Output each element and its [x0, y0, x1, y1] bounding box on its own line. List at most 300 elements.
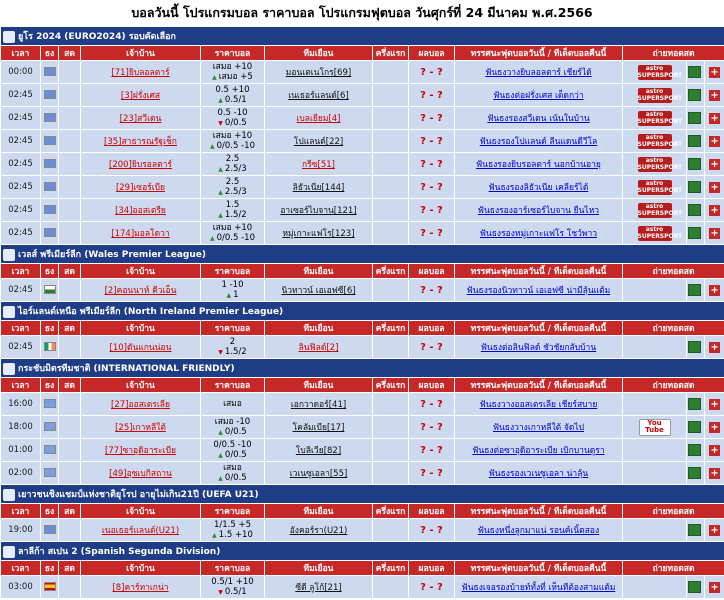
home-team-link[interactable]: [35]สาธารณรัฐเช็ก [104, 137, 177, 147]
astro-supersport-icon[interactable]: astro SUPERSPORT [637, 225, 683, 240]
away-team[interactable] [265, 61, 373, 84]
half-time [373, 416, 409, 439]
column-header-cell: ครึ่งแรก [373, 561, 409, 576]
flag-icon [44, 228, 56, 237]
home-team-link[interactable]: [27]ออสเตรเลีย [111, 400, 170, 410]
away-team-link[interactable]: ลิธัวเนีย[144] [292, 183, 345, 193]
add-plus-icon[interactable]: + [710, 181, 719, 193]
home-team-link[interactable]: เนอเธอร์แลนด์(U21) [101, 526, 180, 536]
home-team[interactable] [81, 336, 201, 359]
flag-cell [41, 222, 59, 245]
column-header-cell: ผลบอล [409, 504, 455, 519]
league-header [1, 245, 724, 264]
stats-table-icon[interactable] [688, 444, 701, 456]
home-team[interactable] [81, 107, 201, 130]
column-header-cell: ทรรศนะฟุตบอลวันนี้ / ทีเด็ดบอลคืนนี้ [455, 264, 623, 279]
odds [201, 336, 265, 359]
column-header [1, 321, 724, 336]
add-plus-icon[interactable]: + [710, 204, 719, 216]
home-team-link[interactable]: [77]ซาอุดิอาระเบีย [105, 446, 176, 456]
away-team[interactable] [265, 199, 373, 222]
column-header-cell: ทีมเยือน [265, 46, 373, 61]
add-plus-icon[interactable]: + [710, 227, 719, 239]
full-time-score: ? - ? [409, 222, 455, 245]
prediction-link[interactable]: ฟันธงรองลิธัวเนีย เคลียร์ได้ [455, 176, 623, 199]
live-cell [59, 336, 81, 359]
prediction-link[interactable]: ฟันธงรองยิบรอลตาร์ นอกบ้านอายุ [455, 153, 623, 176]
match-row [1, 576, 724, 599]
column-header-cell: ทีมเยือน [265, 561, 373, 576]
flag-cell [41, 462, 59, 485]
away-team-link[interactable]: เบลเยียม[4] [296, 114, 341, 124]
add-plus-icon[interactable]: + [710, 89, 719, 101]
home-team[interactable] [81, 153, 201, 176]
flag-icon [44, 422, 56, 431]
stats-table-icon[interactable] [688, 421, 701, 433]
astro-supersport-icon[interactable]: astro SUPERSPORT [637, 110, 683, 125]
league-title [1, 359, 724, 378]
home-team-link[interactable]: [8]คาร์ทาเกน่า [112, 583, 169, 593]
add-cell [705, 576, 724, 599]
live-cell [59, 84, 81, 107]
kickoff-time: 19:00 [1, 519, 41, 542]
home-team[interactable] [81, 176, 201, 199]
kickoff-time: 02:45 [1, 84, 41, 107]
column-header-cell: เจ้าบ้าน [81, 378, 201, 393]
column-header-cell: เวลา [1, 46, 41, 61]
friendly-logo [3, 363, 15, 375]
column-header-cell: ทีมเยือน [265, 504, 373, 519]
stats-cell [687, 576, 705, 599]
prediction-link[interactable]: ฟันธงรองสวีเดน เน้นในบ้าน [455, 107, 623, 130]
stats-table-icon[interactable] [688, 204, 701, 216]
column-header-cell: ครึ่งแรก [373, 46, 409, 61]
live-cell [59, 153, 81, 176]
home-team[interactable] [81, 439, 201, 462]
astro-supersport-icon[interactable]: astro SUPERSPORT [637, 156, 683, 171]
match-row [1, 84, 724, 107]
home-team[interactable] [81, 416, 201, 439]
kickoff-time: 02:45 [1, 153, 41, 176]
add-cell [705, 279, 724, 302]
full-time-score: ? - ? [409, 416, 455, 439]
odds-line-2: ▲ 0/0.5 -10 [201, 233, 264, 244]
home-team-link[interactable]: [25]เกาหลีใต้ [115, 423, 166, 433]
stats-cell [687, 336, 705, 359]
home-team[interactable] [81, 199, 201, 222]
kickoff-time: 00:00 [1, 61, 41, 84]
add-plus-icon[interactable]: + [710, 524, 719, 536]
kickoff-time: 02:45 [1, 130, 41, 153]
broadcast [623, 336, 687, 359]
home-team[interactable] [81, 279, 201, 302]
column-header-cell: ธง [41, 378, 59, 393]
astro-supersport-icon[interactable]: astro SUPERSPORT [637, 133, 683, 148]
league-name: เวลส์ พรีเมียร์ลีก (Wales Premier League) [18, 250, 206, 260]
add-plus-icon[interactable]: + [710, 341, 719, 353]
league-title [1, 245, 724, 264]
full-time-score: ? - ? [409, 84, 455, 107]
kickoff-time: 02:45 [1, 222, 41, 245]
column-header-cell: เวลา [1, 504, 41, 519]
euro-logo [3, 31, 15, 43]
add-cell [705, 176, 724, 199]
add-cell [705, 61, 724, 84]
column-header-cell: ธง [41, 46, 59, 61]
kickoff-time: 02:00 [1, 462, 41, 485]
odds-line-1: เสมอ [223, 399, 242, 409]
away-team[interactable] [265, 519, 373, 542]
stats-table-icon[interactable] [688, 66, 701, 78]
odds-line-1: 1.5 [225, 199, 240, 210]
odds-line-1: 0/0.5 -10 [213, 439, 252, 450]
prediction-link[interactable]: ฟันธงรองอาร์เซอร์ไบจาน ยืนไหว [455, 199, 623, 222]
away-team-link[interactable]: โปแลนด์[22] [293, 137, 344, 147]
league-title [1, 485, 724, 504]
league-header [1, 485, 724, 504]
stats-table-icon[interactable] [688, 524, 701, 536]
add-cell [705, 130, 724, 153]
column-header-cell: ทรรศนะฟุตบอลวันนี้ / ทีเด็ดบอลคืนนี้ [455, 561, 623, 576]
flag-icon [44, 113, 56, 122]
flag-icon [44, 582, 56, 591]
odds-line-2: ▼ 1.5/2 [201, 347, 264, 358]
stats-table-icon[interactable] [688, 89, 701, 101]
prediction-link[interactable]: ฟันธงหนึ่งลูกมาแน่ รอนค์เนิ้ตสอง [455, 519, 623, 542]
away-team-link[interactable]: ลินฟิลด์[2] [298, 343, 339, 353]
stats-cell [687, 61, 705, 84]
kickoff-time: 02:45 [1, 336, 41, 359]
home-team[interactable] [81, 576, 201, 599]
column-header-cell: ถ่ายทอดสด [623, 264, 724, 279]
match-row [1, 107, 724, 130]
column-header-cell: ถ่ายทอดสด [623, 321, 724, 336]
away-team[interactable] [265, 107, 373, 130]
odds [201, 576, 265, 599]
column-header-cell: ผลบอล [409, 46, 455, 61]
odds-line-2: ▲ 0.5/1 [201, 95, 264, 106]
column-header-cell: ครึ่งแรก [373, 321, 409, 336]
add-plus-icon[interactable]: + [710, 421, 719, 433]
away-team[interactable] [265, 393, 373, 416]
add-plus-icon[interactable]: + [710, 158, 719, 170]
stats-table-icon[interactable] [688, 227, 701, 239]
match-row [1, 199, 724, 222]
home-team-link[interactable]: [49]อุซเบกิสถาน [109, 469, 172, 479]
column-header-cell: ธง [41, 321, 59, 336]
broadcast [623, 279, 687, 302]
away-team[interactable] [265, 176, 373, 199]
broadcast [623, 84, 687, 107]
column-header-cell: ถ่ายทอดสด [623, 561, 724, 576]
stats-cell [687, 107, 705, 130]
stats-table-icon[interactable] [688, 398, 701, 410]
stats-cell [687, 222, 705, 245]
home-team-link[interactable]: [3]ฝรั่งเศส [120, 91, 161, 101]
away-team-link[interactable]: กรีซ[51] [302, 160, 335, 170]
live-cell [59, 439, 81, 462]
column-header-cell: ทรรศนะฟุตบอลวันนี้ / ทีเด็ดบอลคืนนี้ [455, 504, 623, 519]
flag-icon [44, 205, 56, 214]
full-time-score: ? - ? [409, 336, 455, 359]
add-plus-icon[interactable]: + [710, 398, 719, 410]
column-header-cell: เวลา [1, 321, 41, 336]
add-cell [705, 393, 724, 416]
home-team[interactable] [81, 84, 201, 107]
column-header [1, 561, 724, 576]
away-team-link[interactable]: ซีดี ลูโก้[21] [295, 583, 342, 593]
add-plus-icon[interactable]: + [710, 467, 719, 479]
home-team-link[interactable]: [2]คอนนาห์ คีวเอ็น [104, 286, 177, 296]
flag-cell [41, 519, 59, 542]
column-header-cell: ธง [41, 264, 59, 279]
column-header [1, 378, 724, 393]
away-team[interactable] [265, 222, 373, 245]
odds-line-2: ▲ 0/0.5 [201, 450, 264, 461]
flag-icon [44, 525, 56, 534]
stats-table-icon[interactable] [688, 135, 701, 147]
broadcast [623, 176, 687, 199]
away-team-link[interactable]: เนเธอร์แลนด์[6] [288, 91, 349, 101]
away-team[interactable] [265, 416, 373, 439]
column-header-cell: สด [59, 561, 81, 576]
prediction-link[interactable]: ฟันธงวางออสเตรเลีย เชียร์สบาย [455, 393, 623, 416]
away-team[interactable] [265, 439, 373, 462]
live-cell [59, 176, 81, 199]
away-team[interactable] [265, 462, 373, 485]
youtube-icon[interactable]: You Tube [639, 419, 671, 436]
stats-cell [687, 393, 705, 416]
column-header-cell: เวลา [1, 561, 41, 576]
column-header-cell: ครึ่งแรก [373, 504, 409, 519]
league-header [1, 359, 724, 378]
half-time [373, 153, 409, 176]
column-header-cell: ผลบอล [409, 378, 455, 393]
home-team[interactable] [81, 61, 201, 84]
odds-line-2: ▲ 2.5/3 [201, 164, 264, 175]
column-header-cell: เจ้าบ้าน [81, 321, 201, 336]
away-team[interactable] [265, 336, 373, 359]
prediction-link[interactable]: ฟันธงต่อซาอุดิอาระเบีย เบิกบานดูรา [455, 439, 623, 462]
column-header-cell: เจ้าบ้าน [81, 264, 201, 279]
odds-line-1: 2.5 [225, 176, 240, 187]
live-cell [59, 130, 81, 153]
away-team-link[interactable]: โบลิเวีย[82] [295, 446, 342, 456]
half-time [373, 439, 409, 462]
column-header-cell: ทรรศนะฟุตบอลวันนี้ / ทีเด็ดบอลคืนนี้ [455, 46, 623, 61]
add-plus-icon[interactable]: + [710, 581, 719, 593]
live-cell [59, 199, 81, 222]
half-time [373, 393, 409, 416]
astro-supersport-icon[interactable]: astro SUPERSPORT [637, 64, 683, 79]
broadcast [623, 61, 687, 84]
away-team-link[interactable]: มอนเตเนโกร[69] [285, 68, 352, 78]
flag-cell [41, 439, 59, 462]
stats-table-icon[interactable] [688, 467, 701, 479]
column-header-cell: เวลา [1, 264, 41, 279]
add-cell [705, 153, 724, 176]
prediction-link[interactable]: ฟันธงต่อฝรั่งเศส เด็ดกว่า [455, 84, 623, 107]
home-team[interactable] [81, 222, 201, 245]
add-plus-icon[interactable]: + [710, 135, 719, 147]
odds-line-1: เสมอ +10 [212, 222, 253, 233]
league-header [1, 542, 724, 561]
stats-cell [687, 130, 705, 153]
match-row [1, 130, 724, 153]
match-row [1, 519, 724, 542]
column-header-cell: ผลบอล [409, 561, 455, 576]
league-name: ไอร์แลนด์เหนือ พรีเมียร์ลีก (North Ireland Premier League) [18, 307, 284, 317]
away-team-link[interactable]: นิวทาวน์ เอเอฟซี[6] [281, 286, 356, 296]
broadcast [623, 439, 687, 462]
league-name: กระชับมิตรทีมชาติ (INTERNATIONAL FRIENDLY) [18, 364, 235, 374]
prediction-link[interactable]: ฟันธงวางยิบลอลตาร์ เชียร์ได้ [455, 61, 623, 84]
flag-icon [44, 342, 56, 351]
odds [201, 279, 265, 302]
add-plus-icon[interactable]: + [710, 112, 719, 124]
column-header-cell: ราคาบอล [201, 504, 265, 519]
prediction-link[interactable]: ฟันธงรองนิวทาวน์ เอเอฟซี น่ามีลุ้นแต้ม [455, 279, 623, 302]
astro-supersport-icon[interactable]: astro SUPERSPORT [637, 87, 683, 102]
column-header-cell: ทรรศนะฟุตบอลวันนี้ / ทีเด็ดบอลคืนนี้ [455, 378, 623, 393]
home-team-link[interactable]: [34]ออสเตรีย [115, 206, 166, 216]
odds [201, 416, 265, 439]
stats-table-icon[interactable] [688, 581, 701, 593]
stats-table-icon[interactable] [688, 284, 701, 296]
league-title [1, 542, 724, 561]
home-team-link[interactable]: [200]ยิบรอลตาร์ [109, 160, 172, 170]
odds-line-1: 2 [229, 336, 236, 347]
odds-line-1: 2.5 [225, 153, 240, 164]
odds-line-2: ▼ 0/0.5 [201, 118, 264, 129]
flag-icon [44, 285, 56, 294]
prediction-link[interactable]: ฟันธงวางเกาหลีใต้ จัดไป [455, 416, 623, 439]
column-header-cell: ทรรศนะฟุตบอลวันนี้ / ทีเด็ดบอลคืนนี้ [455, 321, 623, 336]
flag-icon [44, 136, 56, 145]
column-header-cell: เจ้าบ้าน [81, 504, 201, 519]
odds-line-2: ▲ 1.5 +10 [201, 530, 264, 541]
away-team[interactable] [265, 279, 373, 302]
stats-table-icon[interactable] [688, 341, 701, 353]
stats-cell [687, 416, 705, 439]
prediction-link[interactable]: ฟันธงรองโปแลนด์ ลีนแดนดีวีโล [455, 130, 623, 153]
odds [201, 393, 265, 416]
stats-table-icon[interactable] [688, 112, 701, 124]
odds-line-1: 0.5 -10 [217, 107, 248, 118]
away-team-link[interactable]: อังคอร์รา(U21) [289, 526, 348, 536]
stats-cell [687, 199, 705, 222]
odds-line-2: ▲ เสมอ +5 [201, 72, 264, 83]
add-cell [705, 199, 724, 222]
full-time-score: ? - ? [409, 279, 455, 302]
add-cell [705, 107, 724, 130]
prediction-link[interactable]: ฟันธงต่อลินฟิลด์ ชัวชัยกลับบ้าน [455, 336, 623, 359]
broadcast [623, 153, 687, 176]
flag-icon [44, 159, 56, 168]
away-team-link[interactable]: เอกวาดอร์[41] [290, 400, 347, 410]
odds-line-2: ▼ 0.5/1 [201, 587, 264, 598]
home-team-link[interactable]: [174]มอลโดวา [111, 229, 170, 239]
stats-cell [687, 462, 705, 485]
flag-cell [41, 61, 59, 84]
live-cell [59, 393, 81, 416]
live-cell [59, 576, 81, 599]
stats-cell [687, 439, 705, 462]
column-header-cell: ทีมเยือน [265, 378, 373, 393]
full-time-score: ? - ? [409, 439, 455, 462]
column-header [1, 264, 724, 279]
match-table [0, 26, 724, 599]
odds [201, 84, 265, 107]
broadcast [623, 222, 687, 245]
odds-line-2: ▲ 0/0.5 [201, 473, 264, 484]
away-team[interactable] [265, 153, 373, 176]
stats-cell [687, 153, 705, 176]
stats-table-icon[interactable] [688, 181, 701, 193]
odds [201, 439, 265, 462]
column-header-cell: ธง [41, 504, 59, 519]
astro-supersport-icon[interactable]: astro SUPERSPORT [637, 202, 683, 217]
add-cell [705, 416, 724, 439]
add-plus-icon[interactable]: + [710, 66, 719, 78]
away-team[interactable] [265, 576, 373, 599]
league-title [1, 302, 724, 321]
home-team-link[interactable]: [23]สวีเดน [119, 114, 162, 124]
flag-cell [41, 336, 59, 359]
home-team[interactable] [81, 462, 201, 485]
flag-icon [44, 182, 56, 191]
odds-line-2: ▲ 0/0.5 -10 [201, 141, 264, 152]
column-header-cell: ราคาบอล [201, 46, 265, 61]
away-team[interactable] [265, 84, 373, 107]
away-team-link[interactable]: อาเซอร์ไบจาน[121] [280, 206, 357, 216]
odds-line-1: เสมอ +10 [212, 61, 253, 72]
half-time [373, 107, 409, 130]
add-cell [705, 439, 724, 462]
home-team[interactable] [81, 130, 201, 153]
league-name: ยูโร 2024 (EURO2024) รอบคัดเลือก [18, 32, 176, 42]
home-team-link[interactable]: [29]เซอร์เบีย [115, 183, 166, 193]
astro-supersport-icon[interactable]: astro SUPERSPORT [637, 179, 683, 194]
home-team[interactable] [81, 393, 201, 416]
away-team-link[interactable]: โคลัมเบีย[17] [292, 423, 345, 433]
stats-cell [687, 519, 705, 542]
away-team[interactable] [265, 130, 373, 153]
uefa-logo [3, 489, 15, 501]
prediction-link[interactable]: ฟันธงรองเวเนซูเอลา น่าลุ้น [455, 462, 623, 485]
add-plus-icon[interactable]: + [710, 284, 719, 296]
away-team-link[interactable]: เวเนซูเอลา[55] [289, 469, 348, 479]
add-plus-icon[interactable]: + [710, 444, 719, 456]
home-team[interactable] [81, 519, 201, 542]
kickoff-time: 02:45 [1, 107, 41, 130]
prediction-link[interactable]: ฟันธงรองหมู่เกาะแฟโร โชว์พาว [455, 222, 623, 245]
home-team-link[interactable]: [71]ยิบลอลตาร์ [111, 68, 170, 78]
odds-line-1: เสมอ -10 [214, 416, 251, 427]
odds-line-2: ▲ 2.5/3 [201, 187, 264, 198]
add-cell [705, 84, 724, 107]
match-row [1, 416, 724, 439]
odds-line-2: ▲ 1 [201, 290, 264, 301]
away-team-link[interactable]: หมู่เกาะแฟโร[123] [282, 229, 355, 239]
half-time [373, 279, 409, 302]
odds [201, 107, 265, 130]
stats-table-icon[interactable] [688, 158, 701, 170]
home-team-link[interactable]: [10]ดันแกนน่อน [109, 343, 172, 353]
flag-cell [41, 279, 59, 302]
column-header-cell: เจ้าบ้าน [81, 561, 201, 576]
prediction-link[interactable]: ฟันธงเจอรองบ้ายท์ทั้งที่ เห็นทีต้องสามแต้ม [455, 576, 623, 599]
